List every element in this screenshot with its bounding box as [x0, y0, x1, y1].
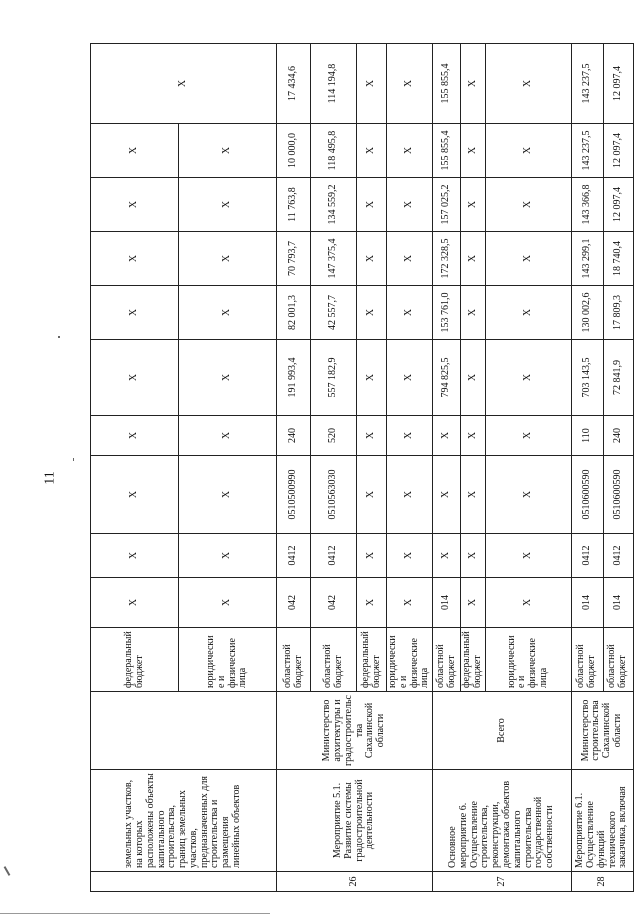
- grbs-code: 042: [311, 578, 357, 628]
- rz-code: 0412: [277, 534, 311, 578]
- csr-code: 0510563030: [311, 456, 357, 534]
- value-year-2: X: [461, 232, 486, 286]
- csr-code: X: [433, 456, 461, 534]
- row-number: 26: [277, 872, 433, 892]
- value-year-3: 143 366,8: [571, 178, 603, 232]
- value-year-4: X: [387, 124, 433, 178]
- value-total: X: [91, 340, 179, 416]
- value-year-5: X: [357, 44, 387, 124]
- funding-source: областной бюджет: [311, 628, 357, 692]
- rz-code: 0412: [603, 534, 633, 578]
- value-year-4: X: [179, 124, 277, 178]
- grbs-code: 042: [277, 578, 311, 628]
- value-year-4: X: [91, 124, 179, 178]
- vr-code: X: [387, 416, 433, 456]
- funding-source: юридические и физические лица: [179, 628, 277, 692]
- value-total: 72 841,9: [603, 340, 633, 416]
- activity-name: Мероприятие 6.1. Осуществление функций технического заказчика, включая: [571, 770, 633, 872]
- funding-source: областной бюджет: [603, 628, 633, 692]
- value-year-5: 17 434,6: [277, 44, 311, 124]
- value-total: 703 143,5: [571, 340, 603, 416]
- value-total: 794 825,5: [433, 340, 461, 416]
- rz-code: 0412: [311, 534, 357, 578]
- value-year-1: 153 761,0: [433, 286, 461, 340]
- value-year-3: X: [485, 178, 571, 232]
- value-year-5: X: [461, 44, 486, 124]
- value-year-5: 114 194,8: [311, 44, 357, 124]
- rz-code: X: [179, 534, 277, 578]
- value-year-3: 134 559,2: [311, 178, 357, 232]
- row-number: [91, 872, 277, 892]
- grbs-code: X: [91, 578, 179, 628]
- scan-speck: [58, 336, 60, 338]
- rotated-table-wrapper: [90, 44, 629, 892]
- value-year-1: X: [91, 286, 179, 340]
- value-year-1: 82 001,3: [277, 286, 311, 340]
- vr-code: 110: [571, 416, 603, 456]
- value-total: 191 993,4: [277, 340, 311, 416]
- value-year-2: 70 793,7: [277, 232, 311, 286]
- value-year-3: 12 097,4: [603, 178, 633, 232]
- value-year-4: 143 237,5: [571, 124, 603, 178]
- value-year-4: 12 097,4: [603, 124, 633, 178]
- value-year-1: 42 557,7: [311, 286, 357, 340]
- scan-speck: [4, 866, 11, 876]
- value-total: X: [461, 340, 486, 416]
- value-year-1: X: [461, 286, 486, 340]
- rz-code: 0412: [571, 534, 603, 578]
- csr-code: X: [91, 456, 179, 534]
- rz-code: X: [461, 534, 486, 578]
- value-year-3: X: [179, 178, 277, 232]
- rz-code: X: [357, 534, 387, 578]
- csr-code: X: [485, 456, 571, 534]
- funding-source: федеральный бюджет: [91, 628, 179, 692]
- activity-name: земельных участков, на которых расположены объекты капитального строительства, границ земельных участков, предназначенных для строительства и размещения линейных объектов: [91, 770, 277, 872]
- row-number: 28: [571, 872, 633, 892]
- activity-name: Основное мероприятие 6. Осуществление строительства, реконструкции, демонтажа объектов капитального строительства государственной собственности: [433, 770, 572, 872]
- csr-code: X: [387, 456, 433, 534]
- value-year-4: 118 495,8: [311, 124, 357, 178]
- value-year-3: 11 763,8: [277, 178, 311, 232]
- grbs-code: X: [357, 578, 387, 628]
- grbs-code: X: [461, 578, 486, 628]
- value-year-5: X: [387, 44, 433, 124]
- executor: Министерство строительства Сахалинской области: [571, 692, 633, 770]
- scan-edge-line: [0, 913, 270, 914]
- table-row: [277, 44, 311, 892]
- vr-code: 240: [603, 416, 633, 456]
- grbs-code: X: [387, 578, 433, 628]
- value-year-2: 143 299,1: [571, 232, 603, 286]
- value-year-5: X: [485, 44, 571, 124]
- value-total: X: [485, 340, 571, 416]
- value-year-4: 155 855,4: [433, 124, 461, 178]
- table-row: [91, 44, 179, 892]
- table-row: [571, 44, 603, 892]
- grbs-code: 014: [603, 578, 633, 628]
- rz-code: X: [485, 534, 571, 578]
- rz-code: X: [387, 534, 433, 578]
- value-year-1: X: [357, 286, 387, 340]
- value-year-2: X: [179, 232, 277, 286]
- value-year-4: 10 000,0: [277, 124, 311, 178]
- executor: [91, 692, 277, 770]
- value-year-4: X: [485, 124, 571, 178]
- grbs-code: 014: [433, 578, 461, 628]
- executor: Министерство архитектуры и градостроительства Сахалинской области: [277, 692, 433, 770]
- value-year-3: X: [461, 178, 486, 232]
- value-total: 557 182,9: [311, 340, 357, 416]
- vr-code: X: [433, 416, 461, 456]
- row-number: 27: [433, 872, 572, 892]
- funding-source: юридические и физические лица: [387, 628, 433, 692]
- rz-code: X: [433, 534, 461, 578]
- vr-code: X: [485, 416, 571, 456]
- value-year-2: X: [387, 232, 433, 286]
- value-total: X: [387, 340, 433, 416]
- grbs-code: X: [179, 578, 277, 628]
- value-year-2: 147 375,4: [311, 232, 357, 286]
- value-year-2: 18 740,4: [603, 232, 633, 286]
- grbs-code: 014: [571, 578, 603, 628]
- value-year-2: X: [357, 232, 387, 286]
- value-total: X: [357, 340, 387, 416]
- scan-speck: [73, 458, 74, 461]
- value-year-3: 157 025,2: [433, 178, 461, 232]
- vr-code: 240: [277, 416, 311, 456]
- value-year-5: X: [91, 44, 277, 124]
- budget-table: [90, 43, 634, 892]
- value-year-5: 143 237,5: [571, 44, 603, 124]
- value-year-2: 172 328,5: [433, 232, 461, 286]
- value-year-2: X: [485, 232, 571, 286]
- table-row: [433, 44, 461, 892]
- value-year-4: X: [461, 124, 486, 178]
- value-year-1: X: [485, 286, 571, 340]
- grbs-code: X: [485, 578, 571, 628]
- value-year-1: X: [179, 286, 277, 340]
- page-number: 11: [42, 471, 58, 485]
- csr-code: 0510600590: [571, 456, 603, 534]
- csr-code: 0510500990: [277, 456, 311, 534]
- csr-code: 0510600590: [603, 456, 633, 534]
- csr-code: X: [461, 456, 486, 534]
- vr-code: X: [461, 416, 486, 456]
- csr-code: X: [357, 456, 387, 534]
- vr-code: X: [91, 416, 179, 456]
- funding-source: федеральный бюджет: [461, 628, 486, 692]
- csr-code: X: [179, 456, 277, 534]
- value-year-5: 155 855,4: [433, 44, 461, 124]
- value-year-3: X: [357, 178, 387, 232]
- vr-code: X: [357, 416, 387, 456]
- value-year-4: X: [357, 124, 387, 178]
- value-year-1: 130 002,6: [571, 286, 603, 340]
- funding-source: юридические и физические лица: [485, 628, 571, 692]
- value-year-1: X: [387, 286, 433, 340]
- value-year-1: 17 809,3: [603, 286, 633, 340]
- rz-code: X: [91, 534, 179, 578]
- executor: Всего: [433, 692, 572, 770]
- value-year-3: X: [91, 178, 179, 232]
- funding-source: федеральный бюджет: [357, 628, 387, 692]
- value-year-2: X: [91, 232, 179, 286]
- value-year-3: X: [387, 178, 433, 232]
- funding-source: областной бюджет: [571, 628, 603, 692]
- value-year-5: 12 097,4: [603, 44, 633, 124]
- activity-name: Мероприятие 5.1. Развитие системы градостроительной деятельности: [277, 770, 433, 872]
- value-total: X: [179, 340, 277, 416]
- funding-source: областной бюджет: [433, 628, 461, 692]
- funding-source: областной бюджет: [277, 628, 311, 692]
- vr-code: 520: [311, 416, 357, 456]
- vr-code: X: [179, 416, 277, 456]
